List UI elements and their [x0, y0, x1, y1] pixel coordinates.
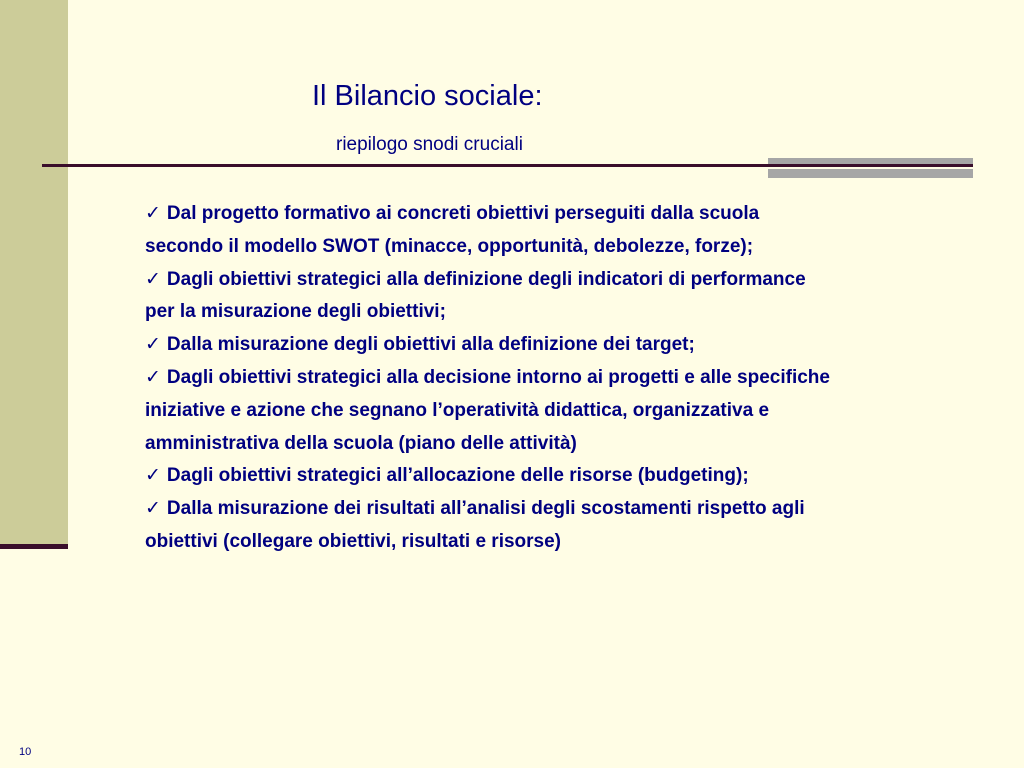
bullet-item: [145, 329, 835, 362]
checkmark-icon: ✓: [145, 334, 161, 356]
slide-subtitle: riepilogo snodi cruciali: [336, 134, 523, 155]
bullet-text: Dagli obiettivi strategici all’allocazione delle risorse (budgeting);: [166, 465, 749, 487]
left-decorative-band: [0, 0, 68, 547]
bullet-item: [145, 460, 835, 493]
checkmark-icon: ✓: [145, 203, 161, 224]
bullet-text: Dalla misurazione degli obiettivi alla definizione dei target;: [166, 334, 695, 356]
bullet-text: Dal progetto formativo ai concreti obiettivi perseguiti dalla scuola secondo il modello SWOT (minacce, opportunità, debolezze, forze);: [145, 203, 760, 257]
checkmark-icon: ✓: [145, 498, 161, 520]
bullet-item: [145, 264, 835, 330]
checkmark-icon: ✓: [145, 268, 161, 290]
accent-bar-bottom: [768, 169, 973, 178]
bullet-item: [145, 493, 835, 559]
bullet-item: [145, 362, 835, 460]
slide-title: Il Bilancio sociale:: [312, 80, 543, 112]
bullet-text: Dagli obiettivi strategici alla definizione degli indicatori di performance per la misurazione degli obiettivi;: [145, 268, 806, 323]
bullet-text: Dalla misurazione dei risultati all’analisi degli scostamenti rispetto agli obiettivi (collegare obiettivi, risultati e risorse): [145, 498, 805, 552]
left-band-rule: [0, 544, 68, 549]
bullet-item: [145, 198, 835, 264]
slide-number: 10: [19, 746, 32, 758]
right-accent-bars: [768, 158, 973, 178]
checkmark-icon: ✓: [145, 366, 161, 388]
bullet-text: Dagli obiettivi strategici alla decisione intorno ai progetti e alle specifiche iniziative e azione che segnano l’operatività didattica, organizzativa e amministrativa della scuola (piano delle attività): [145, 366, 830, 454]
bullet-list: [145, 198, 835, 559]
checkmark-icon: ✓: [145, 465, 161, 487]
accent-bar-top: [768, 158, 973, 164]
